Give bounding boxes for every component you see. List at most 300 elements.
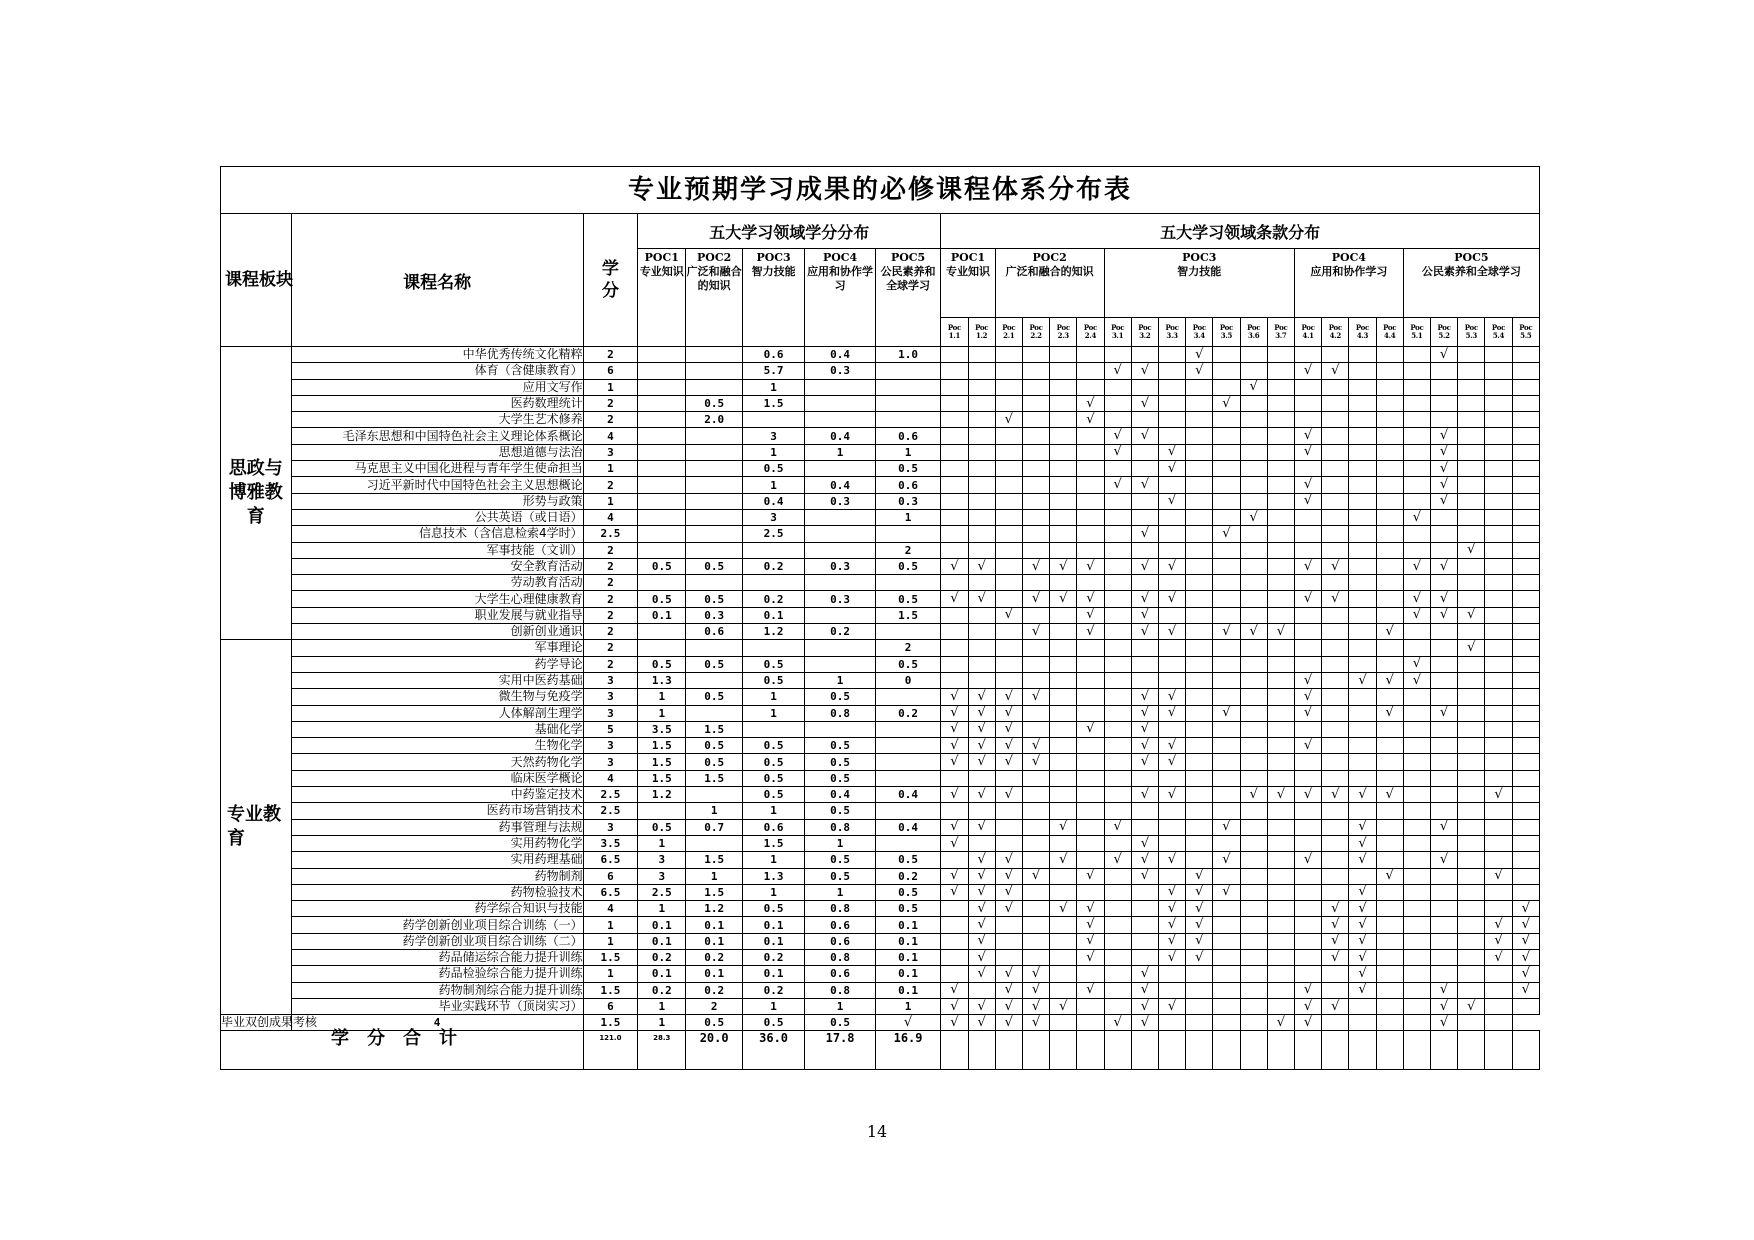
clause-cell [1376, 640, 1403, 656]
clause-cell [1186, 461, 1213, 477]
clause-cell [1077, 493, 1104, 509]
check-mark: √ [968, 591, 995, 607]
clause-cell [1213, 363, 1240, 379]
clause-cell [1158, 868, 1185, 884]
clause-cell [1131, 640, 1158, 656]
poc-credit-cell: 0.5 [742, 461, 804, 477]
clause-cell [1376, 949, 1403, 965]
clause-cell [1213, 461, 1240, 477]
clause-cell [1104, 787, 1131, 803]
poc-credit-cell [805, 721, 876, 737]
clause-cell [1267, 575, 1294, 591]
clause-cell [1376, 575, 1403, 591]
clause-cell [1186, 819, 1213, 835]
check-mark: √ [968, 721, 995, 737]
clause-cell [968, 477, 995, 493]
clause-cell [1485, 738, 1512, 754]
poc-credit-cell: 0.3 [686, 607, 742, 623]
clause-cell [1485, 672, 1512, 688]
course-name: 药品检验综合能力提升训练 [291, 966, 583, 982]
total-clause-cell [1403, 1031, 1430, 1070]
check-mark: √ [1077, 868, 1104, 884]
header-course-name: 课程名称 [291, 214, 583, 347]
clause-cell [1458, 966, 1485, 982]
clause-cell [1376, 509, 1403, 525]
clause-cell [968, 363, 995, 379]
clause-cell [1349, 428, 1376, 444]
clause-cell [1240, 754, 1267, 770]
clause-cell [1294, 656, 1321, 672]
course-name: 体育（含健康教育） [291, 363, 583, 379]
clause-cell [1213, 949, 1240, 965]
clause-cell [1349, 607, 1376, 623]
clause-cell [1322, 493, 1349, 509]
poc-credit-cell: 0.3 [805, 363, 876, 379]
clause-cell [1213, 1015, 1240, 1031]
clause-cell [1186, 738, 1213, 754]
check-mark: √ [1240, 509, 1267, 525]
clause-cell [1131, 672, 1158, 688]
poc-credit-cell [686, 347, 742, 363]
check-mark: √ [1322, 363, 1349, 379]
page-number: 14 [866, 1122, 888, 1141]
clause-cell [995, 542, 1022, 558]
clause-cell [1485, 395, 1512, 411]
course-name: 中药鉴定技术 [291, 787, 583, 803]
clause-cell [1213, 982, 1240, 998]
clause-cell [1186, 982, 1213, 998]
check-mark: √ [1158, 591, 1185, 607]
clause-cell [1213, 558, 1240, 574]
clause-cell [1213, 770, 1240, 786]
clause-cell [1077, 819, 1104, 835]
course-name: 实用药物化学 [291, 835, 583, 851]
check-mark: √ [1158, 901, 1185, 917]
course-row [221, 444, 1540, 460]
course-name: 信息技术（含信息检索4学时） [291, 526, 583, 542]
clause-cell [1240, 1015, 1267, 1031]
check-mark: √ [1485, 868, 1512, 884]
clause-cell [1050, 379, 1077, 395]
clause-cell [1267, 672, 1294, 688]
poc-credit-cell: 0.5 [638, 819, 686, 835]
clause-cell [941, 901, 968, 917]
poc-credit-cell: 0.5 [875, 558, 940, 574]
check-mark: √ [1077, 591, 1104, 607]
check-mark: √ [1050, 852, 1077, 868]
clause-cell [1267, 852, 1294, 868]
header-sub-clause: Poc 5.2 [1430, 318, 1457, 347]
clause-cell [1213, 656, 1240, 672]
course-block-label: 专业教育 [221, 640, 292, 1015]
poc-credit-cell: 0.6 [805, 933, 876, 949]
clause-cell [1322, 868, 1349, 884]
check-mark: √ [1077, 982, 1104, 998]
check-mark: √ [1294, 1015, 1321, 1031]
clause-cell [995, 444, 1022, 460]
check-mark: √ [1131, 363, 1158, 379]
check-mark: √ [1104, 819, 1131, 835]
clause-cell [1458, 347, 1485, 363]
poc-credit-cell: 1 [742, 477, 804, 493]
clause-cell [1022, 477, 1049, 493]
check-mark: √ [1186, 868, 1213, 884]
poc-credit-cell: 1.3 [638, 672, 686, 688]
clause-cell [1158, 656, 1185, 672]
clause-cell [1104, 672, 1131, 688]
clause-cell [1267, 412, 1294, 428]
poc-credit-cell: 3 [742, 509, 804, 525]
header-sub-clause: Poc 3.6 [1240, 318, 1267, 347]
poc-credit-cell: 3 [638, 868, 686, 884]
check-mark: √ [1403, 656, 1430, 672]
poc-credit-cell: 0.2 [686, 949, 742, 965]
check-mark: √ [1131, 982, 1158, 998]
clause-cell [1240, 738, 1267, 754]
total-credit: 121.0 [583, 1031, 637, 1070]
course-credit: 4 [583, 428, 637, 444]
poc-credit-cell: 0.6 [805, 966, 876, 982]
clause-cell [1512, 444, 1539, 460]
poc-credit-cell: 0.2 [742, 982, 804, 998]
clause-cell [1485, 558, 1512, 574]
clause-cell [1403, 1015, 1430, 1031]
clause-cell [1430, 640, 1457, 656]
clause-cell [1022, 363, 1049, 379]
clause-cell [1267, 738, 1294, 754]
clause-cell [1022, 933, 1049, 949]
poc-credit-cell: 1.3 [742, 868, 804, 884]
poc-credit-cell [638, 363, 686, 379]
course-credit: 1.5 [583, 949, 637, 965]
poc-credit-cell: 0.4 [805, 428, 876, 444]
clause-cell [1022, 379, 1049, 395]
course-name: 微生物与免疫学 [291, 689, 583, 705]
course-name: 职业发展与就业指导 [291, 607, 583, 623]
clause-cell [995, 770, 1022, 786]
clause-cell [1349, 591, 1376, 607]
poc-credit-cell: 0.5 [686, 738, 742, 754]
clause-cell [1158, 835, 1185, 851]
check-mark: √ [1131, 591, 1158, 607]
clause-cell [1458, 461, 1485, 477]
header-sub-clause: Poc 5.4 [1485, 318, 1512, 347]
check-mark: √ [1430, 591, 1457, 607]
clause-cell [1294, 624, 1321, 640]
poc-credit-cell: 0.7 [686, 819, 742, 835]
poc-credit-cell: 0.5 [686, 1015, 742, 1031]
poc-credit-cell: 0.5 [875, 852, 940, 868]
poc-credit-cell: 1.2 [686, 901, 742, 917]
clause-cell [1186, 558, 1213, 574]
clause-cell [1158, 542, 1185, 558]
clause-cell [1403, 884, 1430, 900]
poc-credit-cell [805, 379, 876, 395]
clause-cell [1403, 395, 1430, 411]
clause-cell [1485, 770, 1512, 786]
clause-cell [1267, 689, 1294, 705]
clause-cell [995, 803, 1022, 819]
check-mark: √ [1213, 819, 1240, 835]
clause-cell [1458, 444, 1485, 460]
clause-cell [1512, 575, 1539, 591]
clause-cell [1186, 852, 1213, 868]
course-row [221, 917, 1540, 933]
poc-credit-cell: 0.1 [638, 917, 686, 933]
clause-cell [1022, 835, 1049, 851]
total-clause-cell [1322, 1031, 1349, 1070]
header-block: 课程板块 [221, 214, 292, 347]
clause-cell [1077, 787, 1104, 803]
poc-credit-cell: 1 [805, 884, 876, 900]
clause-cell [1186, 575, 1213, 591]
clause-cell [1294, 461, 1321, 477]
course-row [221, 591, 1540, 607]
clause-cell [1267, 917, 1294, 933]
check-mark: √ [1131, 428, 1158, 444]
total-clause-cell [1186, 1031, 1213, 1070]
clause-cell [1485, 379, 1512, 395]
clause-cell [1022, 787, 1049, 803]
clause-cell [1186, 803, 1213, 819]
clause-cell [1050, 966, 1077, 982]
check-mark: √ [968, 819, 995, 835]
poc-credit-cell: 2 [686, 998, 742, 1014]
clause-cell [1158, 672, 1185, 688]
clause-cell [1077, 640, 1104, 656]
clause-cell [1403, 363, 1430, 379]
clause-cell [1403, 998, 1430, 1014]
clause-cell [1186, 379, 1213, 395]
clause-cell [1077, 379, 1104, 395]
clause-cell [1077, 770, 1104, 786]
clause-cell [1294, 379, 1321, 395]
clause-cell [1512, 347, 1539, 363]
clause-cell [1240, 868, 1267, 884]
clause-cell [941, 363, 968, 379]
check-mark: √ [941, 1015, 968, 1031]
course-row [221, 819, 1540, 835]
clause-cell [1077, 526, 1104, 542]
check-mark: √ [1240, 379, 1267, 395]
clause-cell [1213, 347, 1240, 363]
check-mark: √ [1485, 917, 1512, 933]
clause-cell [1349, 575, 1376, 591]
clause-cell [1430, 884, 1457, 900]
total-clause-cell [1430, 1031, 1457, 1070]
poc-credit-cell: 0.8 [805, 819, 876, 835]
poc-credit-cell: 1 [805, 444, 876, 460]
clause-cell [1022, 803, 1049, 819]
check-mark: √ [1213, 624, 1240, 640]
clause-cell [1050, 1015, 1077, 1031]
check-mark: √ [1349, 949, 1376, 965]
clause-cell [1186, 998, 1213, 1014]
clause-cell [1430, 933, 1457, 949]
clause-cell [968, 526, 995, 542]
clause-cell [1077, 542, 1104, 558]
header-poc-credit: POC1 专业知识 [638, 249, 686, 347]
clause-cell [1512, 868, 1539, 884]
check-mark: √ [1294, 738, 1321, 754]
clause-cell [1485, 998, 1512, 1014]
poc-credit-cell [875, 803, 940, 819]
clause-cell [1240, 852, 1267, 868]
clause-cell [968, 412, 995, 428]
header-sub-clause: Poc 4.2 [1322, 318, 1349, 347]
poc-credit-cell [638, 575, 686, 591]
poc-credit-cell [875, 412, 940, 428]
clause-cell [1403, 803, 1430, 819]
clause-cell [1267, 721, 1294, 737]
clause-cell [1458, 575, 1485, 591]
clause-cell [1430, 412, 1457, 428]
clause-cell [1458, 819, 1485, 835]
clause-cell [1458, 509, 1485, 525]
clause-cell [941, 477, 968, 493]
poc-credit-cell: 0.6 [742, 347, 804, 363]
course-credit: 1 [583, 461, 637, 477]
check-mark: √ [1158, 852, 1185, 868]
check-mark: √ [1485, 933, 1512, 949]
clause-cell [1376, 770, 1403, 786]
clause-cell [1294, 347, 1321, 363]
clause-cell [1349, 721, 1376, 737]
clause-cell [1240, 591, 1267, 607]
clause-cell [1458, 787, 1485, 803]
clause-cell [1186, 412, 1213, 428]
poc-credit-cell [805, 509, 876, 525]
clause-cell [1050, 477, 1077, 493]
course-row [221, 966, 1540, 982]
poc-credit-cell [805, 640, 876, 656]
check-mark: √ [1050, 558, 1077, 574]
poc-credit-cell [686, 509, 742, 525]
check-mark: √ [1267, 787, 1294, 803]
course-name: 药学创新创业项目综合训练（一） [291, 917, 583, 933]
header-sub-clause: Poc 3.3 [1158, 318, 1185, 347]
course-row [221, 949, 1540, 965]
clause-cell [1294, 868, 1321, 884]
clause-cell [1458, 412, 1485, 428]
clause-cell [1213, 803, 1240, 819]
poc-credit-cell: 0.5 [742, 656, 804, 672]
clause-cell [1077, 428, 1104, 444]
clause-cell [1131, 575, 1158, 591]
clause-cell [1349, 558, 1376, 574]
check-mark: √ [1240, 787, 1267, 803]
check-mark: √ [1131, 835, 1158, 851]
check-mark: √ [1430, 444, 1457, 460]
course-row [221, 689, 1540, 705]
clause-cell [1294, 835, 1321, 851]
clause-cell [1267, 428, 1294, 444]
clause-cell [1512, 379, 1539, 395]
course-name: 临床医学概论 [291, 770, 583, 786]
check-mark: √ [995, 966, 1022, 982]
clause-cell [1077, 575, 1104, 591]
clause-cell [1213, 509, 1240, 525]
poc-credit-cell: 1 [742, 803, 804, 819]
clause-cell [1022, 509, 1049, 525]
course-credit: 4 [583, 901, 637, 917]
clause-cell [1267, 819, 1294, 835]
poc-credit-cell [638, 509, 686, 525]
clause-cell [1294, 640, 1321, 656]
clause-cell [1512, 689, 1539, 705]
clause-cell [968, 803, 995, 819]
clause-cell [1512, 819, 1539, 835]
poc-credit-cell [742, 575, 804, 591]
clause-cell [1240, 901, 1267, 917]
clause-cell [995, 591, 1022, 607]
clause-cell [1104, 624, 1131, 640]
poc-credit-cell [638, 477, 686, 493]
clause-cell [1158, 721, 1185, 737]
header-poc-credit: POC2 广泛和融合的知识 [686, 249, 742, 347]
poc-credit-cell: 0.5 [638, 591, 686, 607]
course-credit: 2 [583, 395, 637, 411]
check-mark: √ [1022, 754, 1049, 770]
check-mark: √ [968, 868, 995, 884]
clause-cell [1430, 575, 1457, 591]
clause-cell [1158, 379, 1185, 395]
clause-cell [1322, 347, 1349, 363]
check-mark: √ [1294, 477, 1321, 493]
clause-cell [1322, 1015, 1349, 1031]
clause-cell [1104, 591, 1131, 607]
clause-cell [1294, 412, 1321, 428]
poc-credit-cell: 0.5 [742, 770, 804, 786]
check-mark: √ [1403, 607, 1430, 623]
poc-credit-cell [742, 412, 804, 428]
poc-credit-cell: 0.3 [805, 558, 876, 574]
clause-cell [941, 770, 968, 786]
course-row [221, 624, 1540, 640]
check-mark: √ [1294, 689, 1321, 705]
clause-cell [1376, 901, 1403, 917]
course-name: 军事技能（文训） [291, 542, 583, 558]
clause-cell [1349, 803, 1376, 819]
clause-cell [995, 575, 1022, 591]
clause-cell [1376, 738, 1403, 754]
poc-credit-cell: 0.1 [875, 933, 940, 949]
check-mark: √ [968, 738, 995, 754]
clause-cell [968, 624, 995, 640]
clause-cell [1022, 444, 1049, 460]
check-mark: √ [1158, 933, 1185, 949]
clause-cell [1322, 835, 1349, 851]
check-mark: √ [1077, 607, 1104, 623]
clause-cell [1077, 689, 1104, 705]
clause-cell [1050, 917, 1077, 933]
poc-credit-cell: 1.5 [686, 884, 742, 900]
clause-cell [1050, 884, 1077, 900]
clause-cell [1022, 852, 1049, 868]
check-mark: √ [1430, 558, 1457, 574]
clause-cell [968, 444, 995, 460]
check-mark: √ [1186, 933, 1213, 949]
course-row [221, 787, 1540, 803]
clause-cell [1458, 624, 1485, 640]
poc-credit-cell: 0.5 [686, 754, 742, 770]
clause-cell [1267, 509, 1294, 525]
poc-credit-cell: 0.5 [742, 787, 804, 803]
clause-cell [1267, 803, 1294, 819]
check-mark: √ [1213, 705, 1240, 721]
clause-cell [1213, 575, 1240, 591]
clause-cell [1213, 933, 1240, 949]
